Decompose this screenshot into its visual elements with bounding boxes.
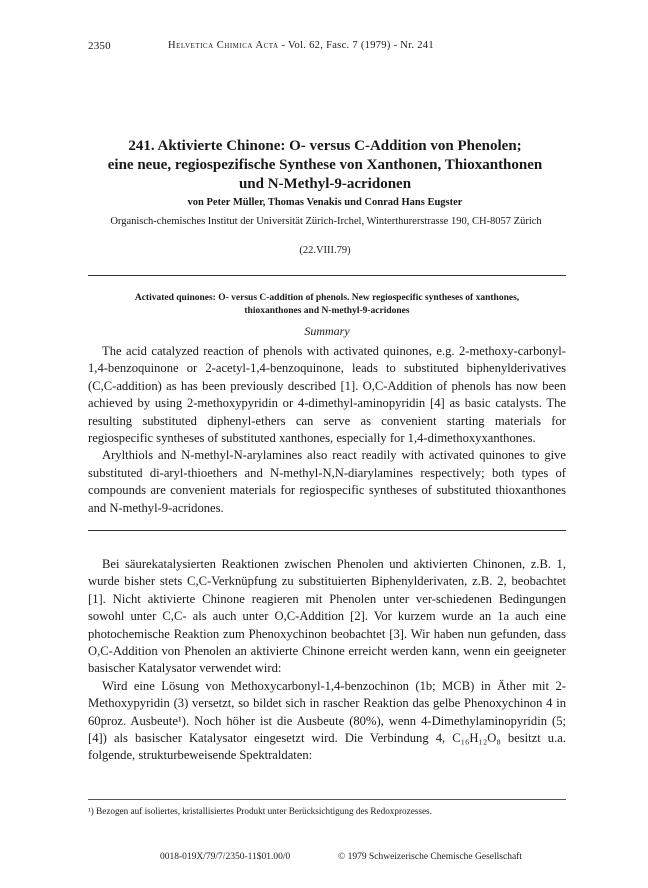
article-title	[60, 137, 590, 194]
received-date: (22.VIII.79)	[299, 245, 351, 256]
english-title-line-2: thioxanthones and N-methyl-9-acridones	[244, 306, 410, 316]
summary-paragraph-1: The acid catalyzed reaction of phenols with activated quinones, e.g. 2-methoxy-carbonyl-1,4-benzoquinone or 2-acetyl-1,4-benzoquinone, leads to substituted biphenylderivatives (C,C-addition) as has been previously described [1]. O,C-Addition of phenols has now been achieved by using 2-methoxypyridin or 4-dimethyl-aminopyridin [4] as basic catalysts. The resulting substituted diphenyl-ethers can serve as convenient starting materials for regiospecific syntheses of substituted xanthones, especially for 1,4-dimethoxyxanthones.	[88, 344, 566, 446]
journal-name: Helvetica Chimica Acta	[168, 40, 279, 51]
english-title-line-1: Activated quinones: O- versus C-addition of phenols. New regiospecific syntheses of xanthones,	[134, 293, 520, 303]
divider-top	[88, 275, 566, 276]
journal-issue: - Vol. 62, Fasc. 7 (1979) - Nr. 241	[278, 40, 434, 51]
title-line-1: 241. Aktivierte Chinone: O- versus C-Addition von Phenolen;	[128, 138, 522, 154]
authors: von Peter Müller, Thomas Venakis und Conrad Hans Eugster	[187, 197, 463, 208]
summary-heading: Summary	[304, 324, 350, 338]
affiliation: Organisch-chemisches Institut der Universität Zürich-Irchel, Winterthurerstrasse 190, CH-8057 Zürich	[110, 216, 542, 227]
body-paragraph-1: Bei säurekatalysierten Reaktionen zwischen Phenolen und aktivierten Chinonen, z.B. 1, wurde bisher stets C,C-Verknüpfung zu substituierten Biphenylderivaten, z.B. 2, beobachtet [1]. Nicht aktivierte Chinone reagieren mit Phenolen unter ver-schiedenen Bedingungen sowohl unter C,C- als auch unter O,C-Addition [2]. Vor kurzem wurde an 1a auch eine photochemische Reaktion zum Phenoxychinon beobachtet [3]. Wir haben nun gefunden, dass O,C-Addition von Phenolen an aktivierte Chinone erreicht werden kann, wenn ein geeigneter basischer Katalysator verwendet wird:	[88, 557, 566, 676]
title-line-2: eine neue, regiospezifische Synthese von Xanthonen, Thioxanthonen	[107, 157, 543, 173]
page-number: 2350	[88, 40, 111, 52]
body-paragraph-2: Wird eine Lösung von Methoxycarbonyl-1,4-benzochinon (1b; MCB) in Äther mit 2-Methoxypyridin (3) versetzt, so bildet sich in rascher Reaktion das gelbe Phenoxychinon 4 in 60proz. Ausbeute¹). Noch höher ist die Ausbeute (80%), wenn 4-Dimethylaminopyridin (5; [4]) als basischer Katalysator eingesetzt wird. Die Verbindung 4, C₁₆H₁₂O₈ besitzt u.a. folgende, strukturbeweisende Spektraldaten:	[88, 678, 566, 763]
running-header	[168, 40, 434, 51]
footer-copyright: © 1979 Schweizerische Chemische Gesellschaft	[338, 852, 522, 862]
summary-text	[88, 343, 566, 517]
footnote: ¹) Bezogen auf isoliertes, kristallisiertes Produkt unter Berücksichtigung des Redoxprozesses.	[88, 806, 432, 816]
footnote-divider	[88, 799, 566, 800]
footer-code: 0018-019X/79/7/2350-11$01.00/0	[160, 852, 291, 862]
english-title	[88, 292, 566, 318]
divider-bottom	[88, 530, 566, 531]
summary-paragraph-2: Arylthiols and N-methyl-N-arylamines also react readily with activated quinones to give substituted di-aryl-thioethers and N-methyl-N,N-diarylamines respectively; both types of compounds are convenient materials for regiospecific syntheses of substituted thioxanthones and N-methyl-9-acridones.	[88, 448, 566, 515]
title-line-3: und N-Methyl-9-acridonen	[238, 176, 412, 192]
body-text	[88, 556, 566, 765]
